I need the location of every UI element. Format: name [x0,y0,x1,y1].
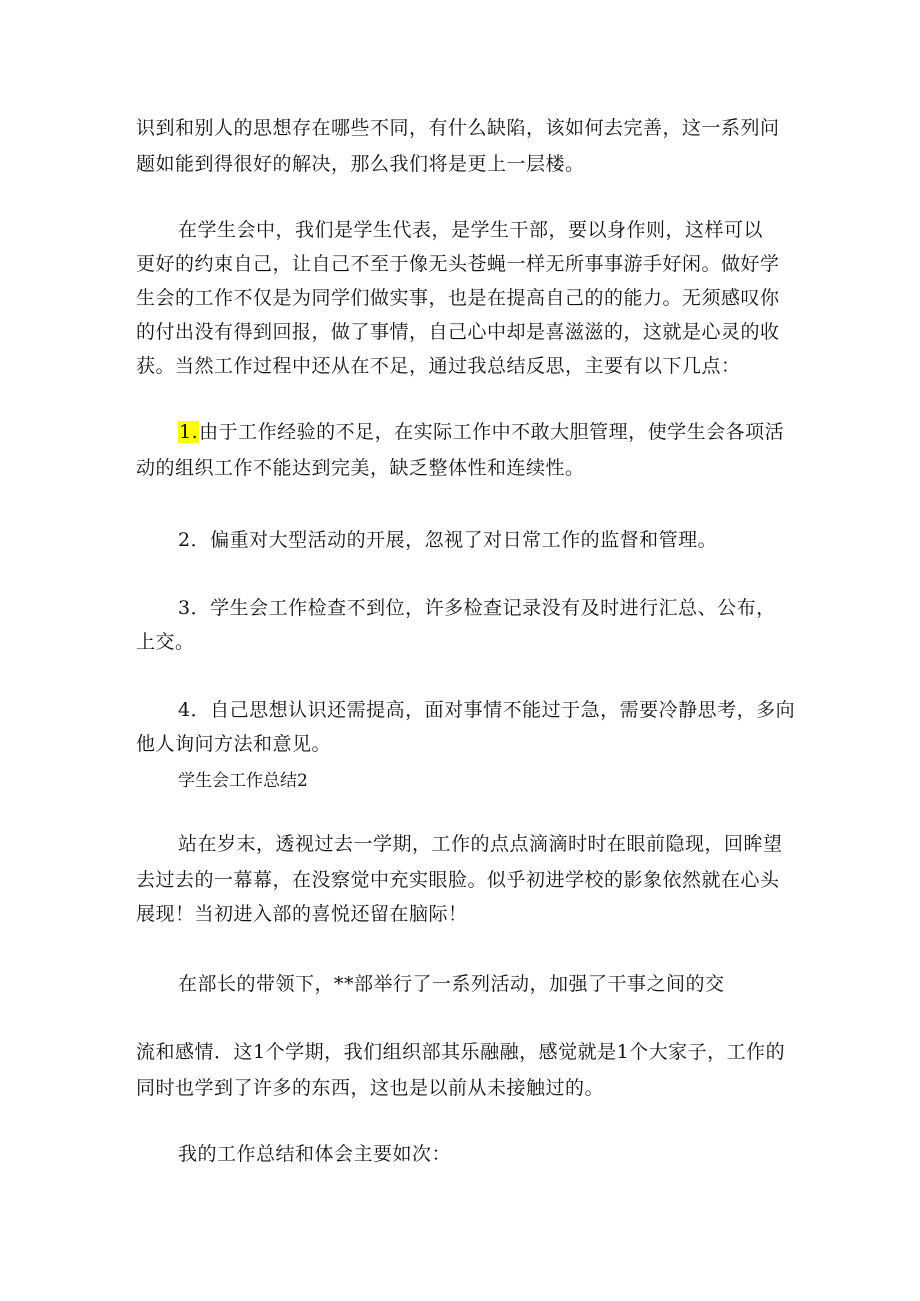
paragraph-line: 动的组织工作不能达到完美，缺乏整体性和连续性。 [136,457,585,479]
paragraph-line: 他人询问方法和意见。 [136,733,332,755]
paragraph-line: 在部长的带领下，**部举行了一系列活动，加强了干事之间的交 [178,973,725,995]
paragraph-line: 题如能到得很好的解决，那么我们将是更上一层楼。 [136,153,585,175]
highlighted-number: 1. [179,421,199,443]
paragraph-line: 上交。 [136,631,195,653]
paragraph-line: 的付出没有得到回报，做了事情，自己心中却是喜滋滋的，这就是心灵的收 [136,321,780,343]
paragraph-line: 同时也学到了许多的东西，这也是以前从未接触过的。 [136,1077,605,1099]
paragraph-line: 去过去的一幕幕，在没察觉中充实眼脸。似乎初进学校的影象依然就在心头 [136,869,780,891]
list-item-text: 由于工作经验的不足，在实际工作中不敢大胆管理，使学生会各项活 [199,421,785,443]
paragraph-line: 站在岁末，透视过去一学期，工作的点点滴滴时时在眼前隐现，回眸望 [178,833,783,855]
list-item-4: 4．自己思想认识还需提高，面对事情不能过于急，需要冷静思考，多向 [178,699,796,721]
paragraph-line: 更好的约束自己，让自己不至于像无头苍蝇一样无所事事游手好闲。做好学 [136,253,780,275]
paragraph-line: 识到和别人的思想存在哪些不同，有什么缺陷，该如何去完善，这一系列问 [136,117,780,139]
paragraph-line: 流和感情．这1个学期，我们组织部其乐融融，感觉就是1个大家子，工作的 [136,1041,786,1063]
list-item-2: 2．偏重对大型活动的开展，忽视了对日常工作的监督和管理。 [178,529,718,551]
list-item-3: 3．学生会工作检查不到位，许多检查记录没有及时进行汇总、公布， [178,597,776,619]
paragraph-line: 生会的工作不仅是为同学们做实事，也是在提高自己的的能力。无须感叹你 [136,287,780,309]
paragraph-line: 我的工作总结和体会主要如次： [178,1143,452,1165]
list-item-1 [178,420,796,444]
paragraph-line: 展现！当初进入部的喜悦还留在脑际！ [136,903,468,925]
paragraph-line: 获。当然工作过程中还从在不足，通过我总结反思，主要有以下几点： [136,355,741,377]
section-title: 学生会工作总结2 [178,771,308,791]
paragraph-line: 在学生会中，我们是学生代表，是学生干部，要以身作则，这样可以 [178,219,764,241]
